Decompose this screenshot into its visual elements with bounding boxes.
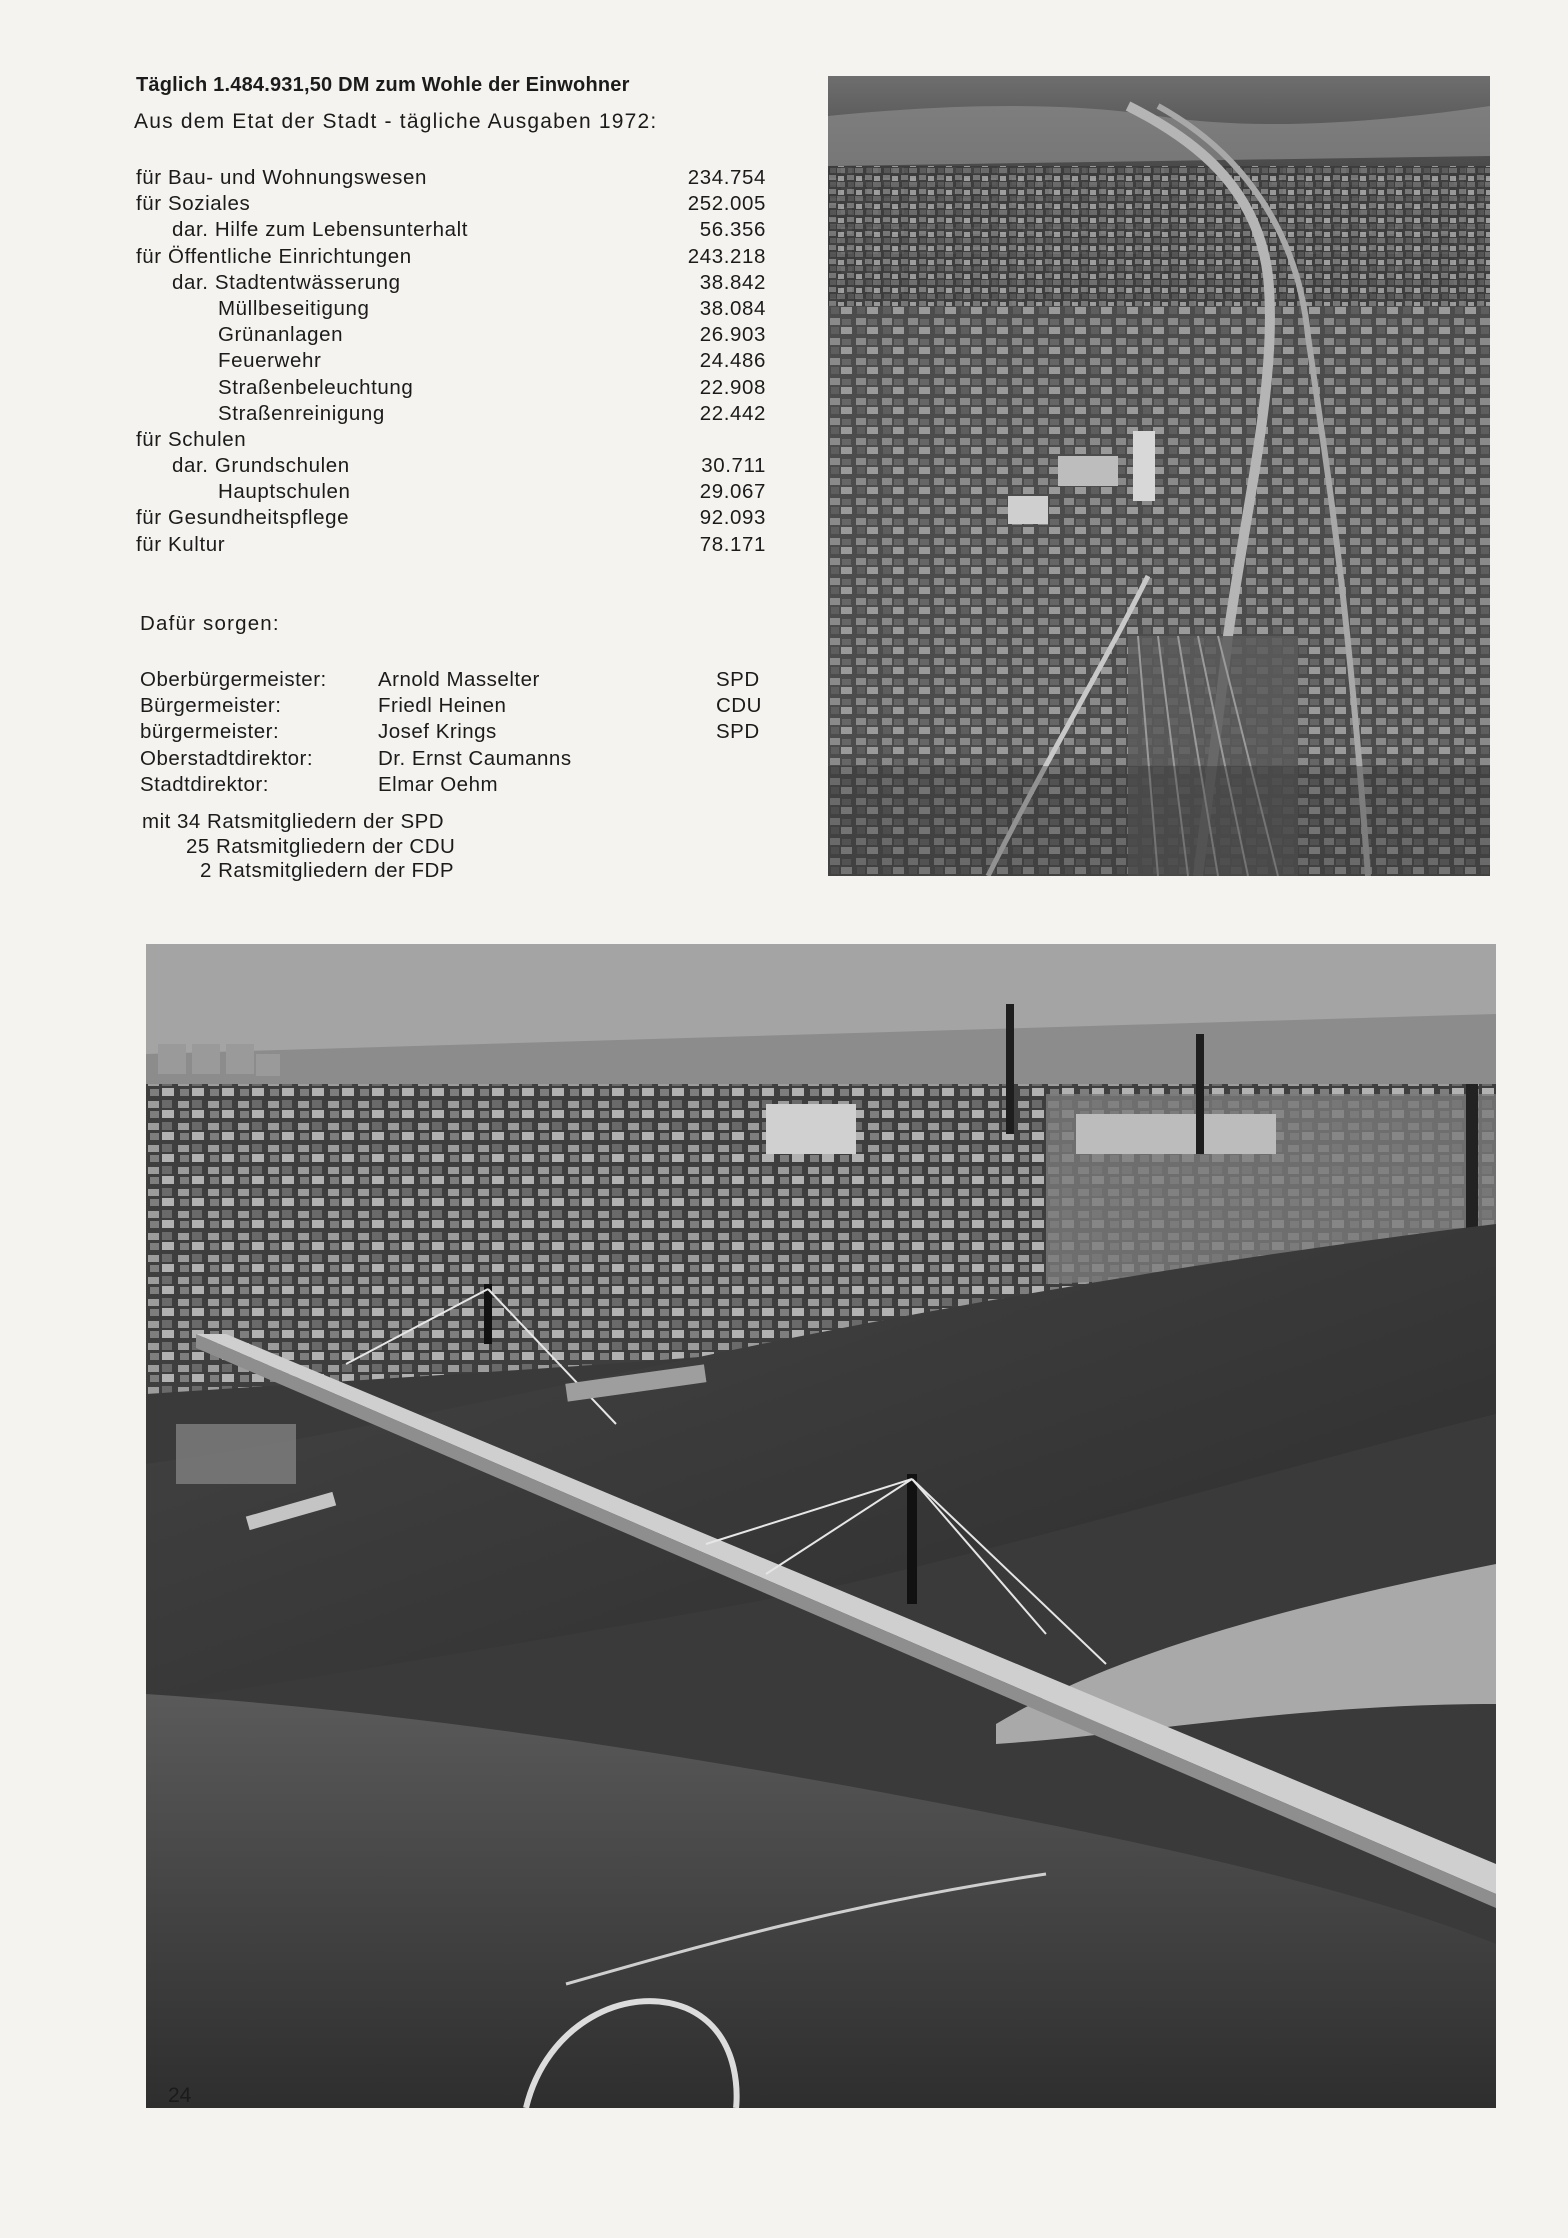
budget-value: 243.218	[687, 244, 766, 268]
budget-value: 38.084	[699, 296, 766, 320]
page-number: 24	[168, 2084, 192, 2107]
budget-label: für Kultur	[136, 532, 226, 556]
budget-row	[136, 218, 766, 244]
budget-label: dar. Grundschulen	[172, 454, 350, 478]
officials-table	[140, 668, 766, 799]
council-list	[142, 810, 455, 884]
budget-row	[136, 192, 766, 218]
budget-row	[136, 245, 766, 271]
official-name: Elmar Oehm	[378, 772, 499, 796]
budget-value: 38.842	[699, 270, 766, 294]
budget-value: 252.005	[687, 192, 766, 216]
official-row	[140, 747, 766, 773]
official-party: SPD	[716, 668, 760, 691]
budget-row	[136, 271, 766, 297]
budget-label: Hauptschulen	[218, 480, 351, 504]
budget-row	[136, 323, 766, 349]
official-role: Oberstadtdirektor:	[140, 746, 314, 770]
budget-row	[136, 533, 766, 559]
budget-row	[136, 349, 766, 375]
budget-table	[136, 166, 766, 559]
budget-row	[136, 402, 766, 428]
budget-row	[136, 297, 766, 323]
budget-label: Straßenbeleuchtung	[218, 375, 414, 399]
budget-row	[136, 480, 766, 506]
budget-value: 24.486	[699, 349, 766, 373]
budget-value: 92.093	[699, 506, 766, 530]
article-subtitle: Aus dem Etat der Stadt - tägliche Ausgaben 1972:	[134, 110, 658, 133]
budget-value: 26.903	[699, 323, 766, 347]
official-name: Arnold Masselter	[378, 668, 540, 691]
aerial-city-photo	[828, 76, 1490, 876]
official-party: CDU	[716, 694, 762, 718]
officials-heading: Dafür sorgen:	[140, 612, 280, 635]
official-row	[140, 694, 766, 720]
budget-row	[136, 166, 766, 192]
budget-value: 30.711	[701, 454, 766, 478]
official-party: SPD	[716, 720, 760, 744]
official-name: Dr. Ernst Caumanns	[378, 746, 572, 770]
budget-label: für Schulen	[136, 427, 247, 451]
council-line: 2 Ratsmitgliedern der FDP	[200, 859, 455, 882]
official-name: Josef Krings	[378, 720, 497, 744]
budget-label: für Öffentliche Einrichtungen	[136, 244, 412, 268]
budget-label: dar. Stadtentwässerung	[172, 270, 401, 294]
budget-row	[136, 506, 766, 532]
budget-label: für Bau- und Wohnungswesen	[136, 166, 428, 189]
budget-label: Straßenreinigung	[218, 401, 385, 425]
official-row	[140, 668, 766, 694]
budget-label: Grünanlagen	[218, 323, 344, 347]
budget-row	[136, 428, 766, 454]
budget-label: für Soziales	[136, 192, 251, 216]
official-row	[140, 773, 766, 799]
official-role: Stadtdirektor:	[140, 772, 269, 796]
budget-label: Müllbeseitigung	[218, 296, 370, 320]
budget-label: für Gesundheitspflege	[136, 506, 350, 530]
official-role: Bürgermeister:	[140, 694, 282, 718]
budget-value: 22.908	[699, 375, 766, 399]
budget-value: 234.754	[687, 166, 766, 189]
article-title: Täglich 1.484.931,50 DM zum Wohle der Einwohner	[136, 74, 630, 96]
council-line: mit 34 Ratsmitgliedern der SPD	[142, 810, 445, 833]
budget-value: 29.067	[699, 480, 766, 504]
budget-value: 56.356	[699, 218, 766, 242]
budget-value: 22.442	[699, 401, 766, 425]
budget-row	[136, 376, 766, 402]
official-role: bürgermeister:	[140, 720, 280, 744]
budget-label: Feuerwehr	[218, 349, 322, 373]
official-row	[140, 720, 766, 746]
official-name: Friedl Heinen	[378, 694, 507, 718]
aerial-bridge-photo	[146, 944, 1496, 2108]
official-role: Oberbürgermeister:	[140, 668, 327, 691]
budget-value: 78.171	[699, 532, 766, 556]
council-line: 25 Ratsmitgliedern der CDU	[186, 834, 456, 858]
budget-row	[136, 454, 766, 480]
budget-label: dar. Hilfe zum Lebensunterhalt	[172, 218, 469, 242]
